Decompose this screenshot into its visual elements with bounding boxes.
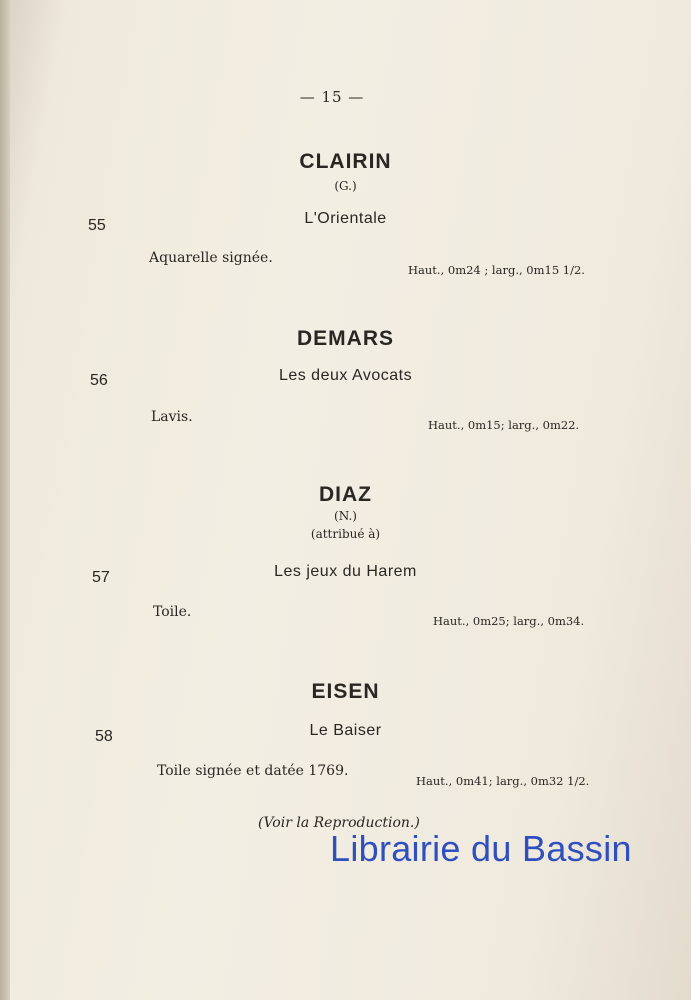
page-number: — 15 — <box>299 88 365 106</box>
artwork-dimensions: Haut., 0m15; larg., 0m22. <box>428 418 580 432</box>
attribution-note: (attribué à) <box>310 527 381 541</box>
artist-initial: (G.) <box>334 179 357 193</box>
artist-name: DIAZ <box>319 483 372 506</box>
artwork-medium: Lavis. <box>151 409 193 425</box>
artwork-title: Le Baiser <box>309 722 382 739</box>
lot-number: 55 <box>88 217 106 234</box>
watermark-text: Librairie du Bassin <box>330 828 632 869</box>
artwork-medium: Toile signée et datée 1769. <box>157 763 349 779</box>
artwork-dimensions: Haut., 0m24 ; larg., 0m15 1/2. <box>408 263 585 277</box>
artist-name: DEMARS <box>296 327 394 350</box>
artwork-medium: Toile. <box>153 604 192 620</box>
artwork-title: Les jeux du Harem <box>274 563 417 580</box>
lot-number: 57 <box>92 569 110 586</box>
artwork-dimensions: Haut., 0m25; larg., 0m34. <box>433 614 585 628</box>
artist-initial: (N.) <box>334 509 357 523</box>
reproduction-note: (Voir la Reproduction.) <box>258 815 420 831</box>
artwork-dimensions: Haut., 0m41; larg., 0m32 1/2. <box>416 774 590 788</box>
artwork-title: Les deux Avocats <box>278 367 413 384</box>
artist-name: CLAIRIN <box>299 150 392 173</box>
artwork-medium: Aquarelle signée. <box>149 250 273 266</box>
artist-name: EISEN <box>311 680 380 703</box>
artwork-title: L'Orientale <box>304 210 387 227</box>
lot-number: 58 <box>95 728 113 745</box>
lot-number: 56 <box>90 372 108 389</box>
